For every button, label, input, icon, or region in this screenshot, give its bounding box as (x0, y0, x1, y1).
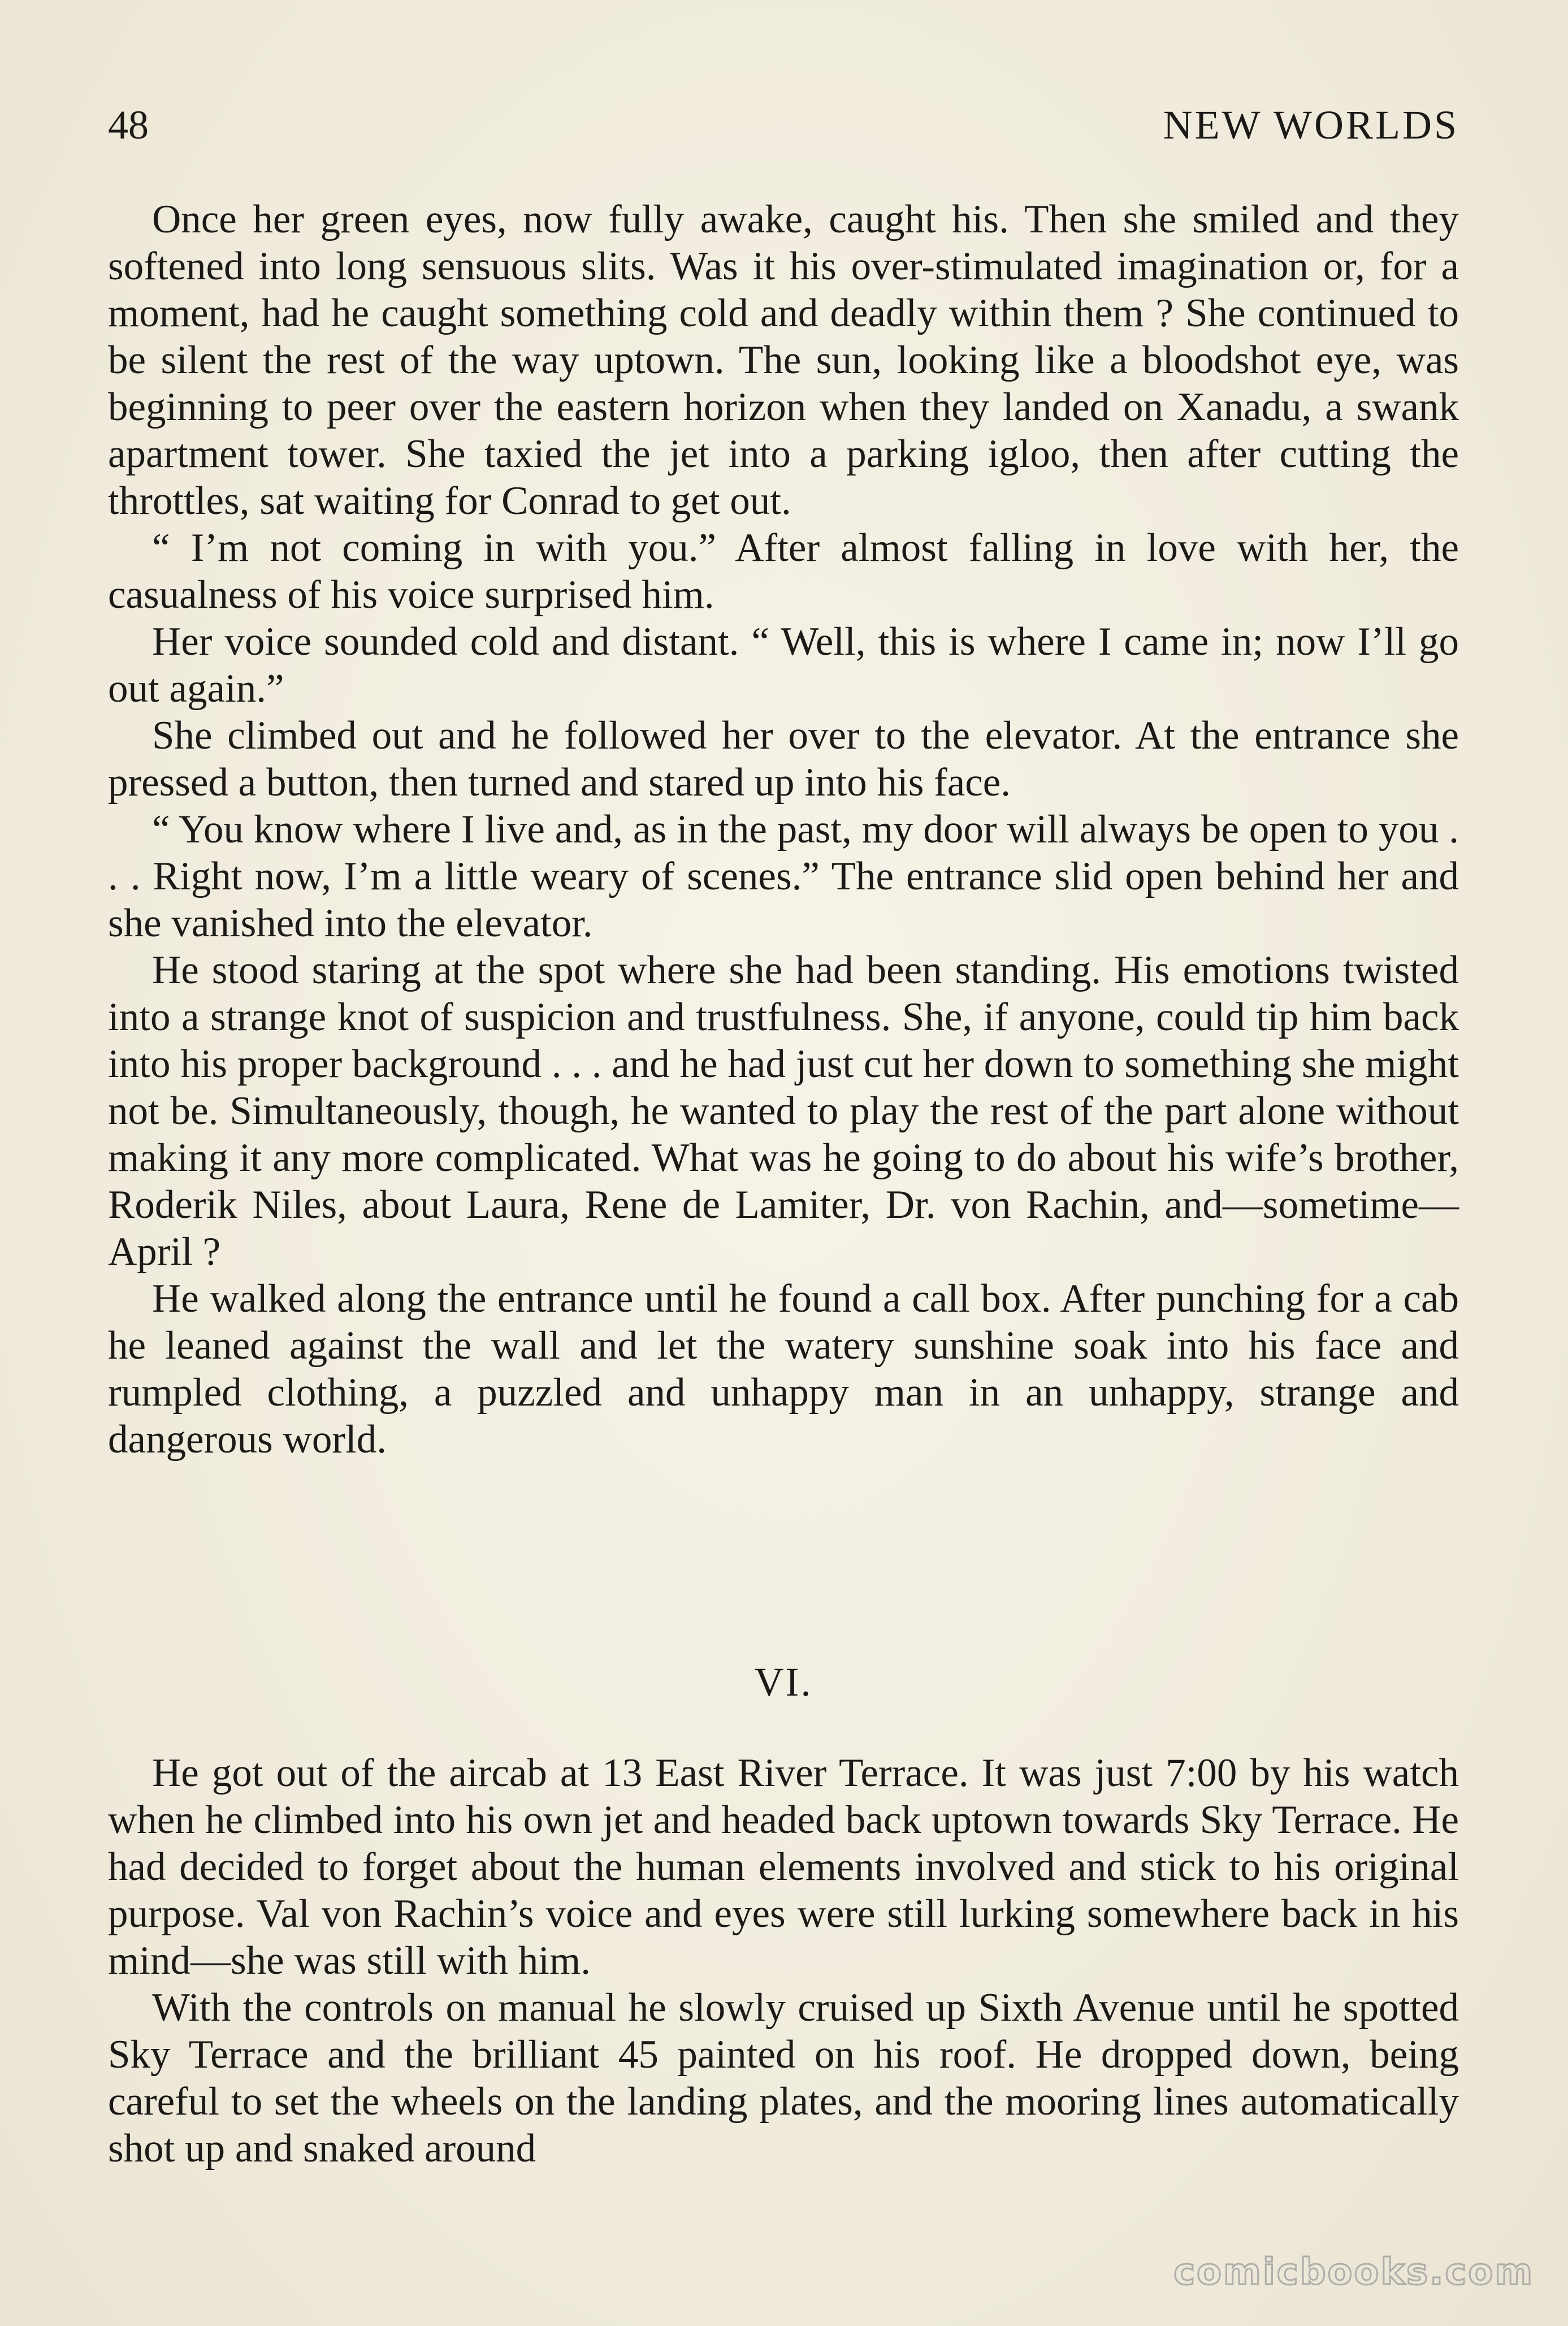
chapter-text-part-two (108, 1750, 1459, 2172)
paragraph: He walked along the entrance until he found a call box. After punching for a cab he leaned against the wall and let the watery sunshine soak into his face and rumpled clothing, a puzzled and unhappy man in an unhappy, strange and dangerous world. (108, 1277, 1459, 1462)
paragraph: Once her green eyes, now fully awake, caught his. Then she smiled and they softened into long sensuous slits. Was it his over-stimulated imagination or, for a moment, had he caught something cold and deadly within them ? She continued to be silent the rest of the way uptown. The sun, looking like a bloodshot eye, was beginning to peer over the eastern horizon when they landed on Xanadu, a swank apartment tower. She taxied the jet into a parking igloo, then after cutting the throttles, sat waiting for Conrad to get out. (108, 197, 1459, 523)
paragraph: He got out of the aircab at 13 East River Terrace. It was just 7:00 by his watch when he climbed into his own jet and headed back uptown towards Sky Terrace. He had decided to forget about the human elements involved and stick to his original purpose. Val von Rachin’s voice and eyes were still lurking somewhere back in his mind—she was still with him. (108, 1751, 1459, 1983)
running-title: NEW WORLDS (1163, 102, 1459, 148)
paragraph: He stood staring at the spot where she had been standing. His emotions twisted into a strange knot of suspicion and trustfulness. She, if anyone, could tip him back into his proper background . . . and he had just cut her down to something she might not be. Simultaneously, though, he wanted to play the rest of the part alone without making it any more complicated. What was he going to do about his wife’s brother, Roderik Niles, about Laura, Rene de Lamiter, Dr. von Rachin, and—sometime—April ? (108, 948, 1459, 1274)
paragraph: With the controls on manual he slowly cruised up Sixth Avenue until he spotted Sky Terrace and the brilliant 45 painted on his roof. He dropped down, being careful to set the wheels on the landing plates, and the mooring lines automatically shot up and snaked around (108, 1986, 1459, 2171)
paragraph: “ You know where I live and, as in the past, my door will always be open to you . . . Right now, I’m a little weary of scenes.” The entrance slid open behind her and she vanished into the elevator. (108, 807, 1459, 945)
running-header (108, 100, 1459, 150)
paragraph: Her voice sounded cold and distant. “ Well, this is where I came in; now I’ll go out again.” (108, 620, 1459, 711)
chapter-text-part-one (108, 196, 1459, 1463)
watermark-logo: comicbooks.com (1173, 2251, 1534, 2293)
paragraph: “ I’m not coming in with you.” After almost falling in love with her, the casualness of his voice surprised him. (108, 526, 1459, 617)
paragraph: She climbed out and he followed her over to the elevator. At the entrance she pressed a button, then turned and stared up into his face. (108, 714, 1459, 805)
section-heading: VI. (754, 1659, 813, 1705)
page-number: 48 (108, 102, 149, 148)
